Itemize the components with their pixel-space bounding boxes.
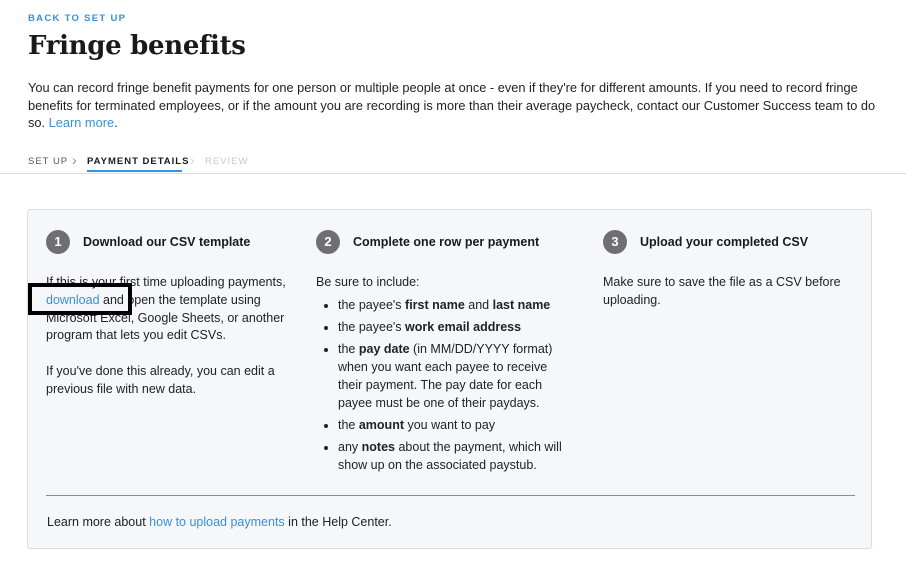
step-1-title: Download our CSV template bbox=[83, 235, 251, 249]
step-number-2: 2 bbox=[316, 230, 340, 254]
intro-text: You can record fringe benefit payments for one person or multiple people at once - even if they're for different amounts. If you need to record fringe benefits for terminated employees, or if the amount you are recording is more than their average paycheck, contact our Customer Success team to do so. Learn more. bbox=[28, 80, 876, 130]
help-center-note bbox=[47, 515, 392, 529]
step-2-title: Complete one row per payment bbox=[353, 235, 540, 249]
list-item bbox=[338, 297, 571, 315]
intro-body: You can record fringe benefit payments for one person or multiple people at once - even if they're for different amounts. If you need to record fringe benefits for terminated employees, or if the amount you are recording is more than their average paycheck, contact our Customer Success team to do so. bbox=[28, 80, 876, 130]
step-1-text-cont: and open the template using Microsoft Excel, Google Sheets, or another program that lets you edit CSVs. bbox=[46, 292, 285, 343]
item-text: and bbox=[464, 297, 493, 312]
back-to-setup-link[interactable]: BACK TO SET UP bbox=[28, 13, 127, 24]
step-3-title: Upload your completed CSV bbox=[640, 235, 809, 249]
step-1-body bbox=[46, 274, 298, 399]
list-item bbox=[338, 439, 571, 475]
card-divider bbox=[46, 495, 855, 496]
item-bold: amount bbox=[358, 417, 404, 432]
page-title: Fringe benefits bbox=[28, 31, 246, 61]
item-text: you want to pay bbox=[404, 417, 496, 432]
item-text: the bbox=[338, 342, 359, 357]
chevron-right-icon: › bbox=[72, 152, 77, 168]
step-3-text: Make sure to save the file as a CSV before uploading. bbox=[603, 275, 841, 307]
step-set-up[interactable]: SET UP bbox=[28, 156, 69, 167]
item-text: the bbox=[338, 417, 359, 432]
progress-steps bbox=[0, 151, 906, 174]
item-bold: work email address bbox=[405, 319, 522, 334]
active-step-indicator bbox=[87, 170, 182, 172]
item-bold: notes bbox=[361, 439, 395, 454]
chevron-right-icon: › bbox=[190, 152, 195, 168]
step-review: REVIEW bbox=[205, 156, 249, 167]
step-number-1: 1 bbox=[46, 230, 70, 254]
download-template-link[interactable]: download bbox=[46, 292, 100, 307]
step-2-body bbox=[316, 274, 571, 479]
item-text: (in MM/DD/YYYY format) when you want each payee to receive their payment. The pay date for each payee must be one of their paydays. bbox=[338, 342, 553, 410]
help-text-cont: in the Help Center. bbox=[288, 515, 392, 529]
item-text: the payee's bbox=[338, 319, 406, 334]
item-bold: pay date bbox=[358, 342, 410, 357]
required-fields-list bbox=[316, 297, 571, 475]
how-to-upload-link[interactable]: how to upload payments bbox=[149, 515, 285, 529]
help-text: Learn more about bbox=[47, 515, 146, 529]
item-bold: first name bbox=[405, 297, 465, 312]
step-3-body bbox=[603, 274, 853, 310]
list-item bbox=[338, 319, 571, 337]
instructions-card bbox=[27, 209, 872, 549]
step-1-paragraph-2: If you've done this already, you can edit a previous file with new data. bbox=[46, 364, 275, 396]
item-text: about the payment, which will show up on the associated paystub. bbox=[338, 439, 562, 472]
list-item bbox=[338, 341, 571, 412]
item-bold: last name bbox=[492, 297, 551, 312]
step-2-intro: Be sure to include: bbox=[316, 275, 420, 289]
step-1-paragraph-1 bbox=[46, 274, 298, 345]
step-payment-details: PAYMENT DETAILS bbox=[87, 156, 190, 167]
list-item bbox=[338, 417, 571, 435]
step-number-3: 3 bbox=[603, 230, 627, 254]
learn-more-link[interactable]: Learn more bbox=[48, 115, 115, 130]
item-text: the payee's bbox=[338, 297, 406, 312]
item-text: any bbox=[338, 439, 362, 454]
step-1-text: If this is your first time uploading payments, bbox=[46, 275, 286, 289]
